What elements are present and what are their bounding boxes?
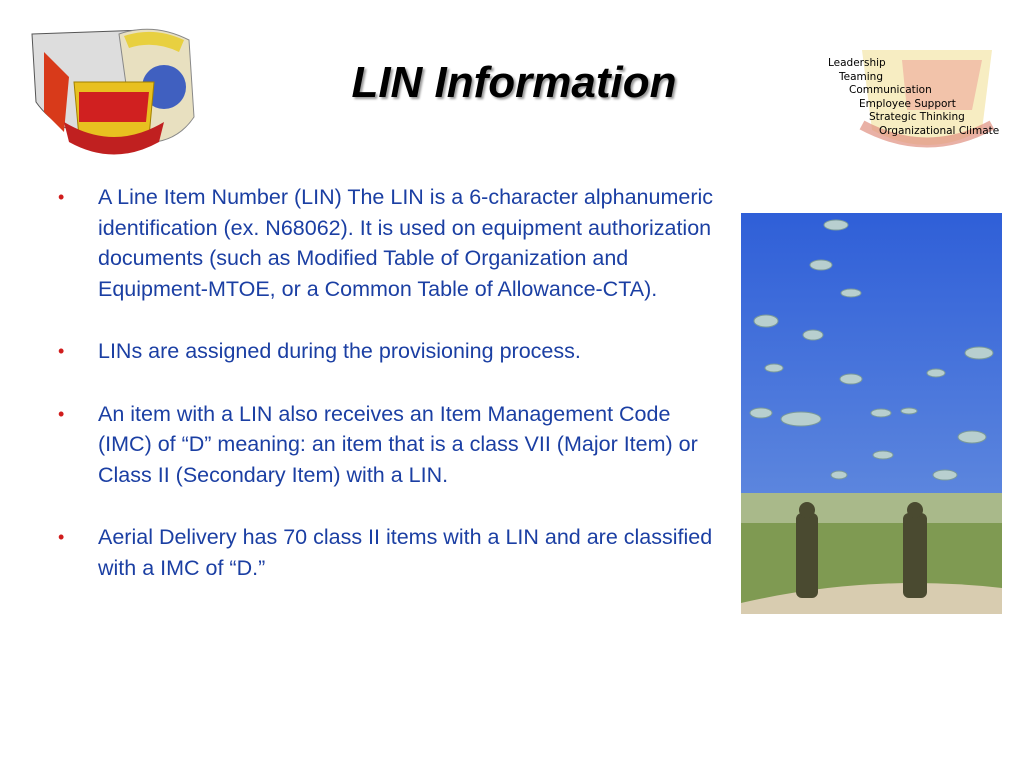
value-employee-support: Employee Support [859,97,956,110]
bullet-item [58,182,728,304]
bullet-icon: • [58,403,65,424]
bullet-text: LINs are assigned during the provisioning process. [98,339,581,363]
bullet-icon: • [58,527,65,547]
bullet-item [58,336,728,367]
bullet-text: A Line Item Number (LIN) The LIN is a 6-character alphanumeric identification (ex. N68062). It is used on equipment authorization documents (such as Modified Table of Organization and Equipment-MTOE, or a Common Table of Allowance-CTA). [98,185,714,301]
bullet-icon: • [58,341,65,361]
values-list [828,57,999,138]
value-organizational-climate: Organizational Climate [879,124,1000,137]
value-communication: Communication [849,84,932,96]
value-strategic-thinking: Strategic Thinking [869,111,965,123]
value-teaming: Teaming [839,70,883,83]
bullet-text: Aerial Delivery has 70 class II items with a LIN and are classified with a IMC of “D.” [98,525,713,580]
bullet-item [58,399,728,491]
bullet-list [58,182,728,615]
slide-title-text: LIN Information [351,58,677,107]
paratroopers-photo [741,213,1002,614]
bullet-icon: • [58,187,65,207]
value-leadership: Leadership [828,57,886,69]
bullet-item [58,522,728,583]
bullet-text: An item with a LIN also receives an Item Management Code (IMC) of “D” meaning: an item that is a class VII (Major Item) or Class II (Secondary Item) with a LIN. [98,401,698,487]
